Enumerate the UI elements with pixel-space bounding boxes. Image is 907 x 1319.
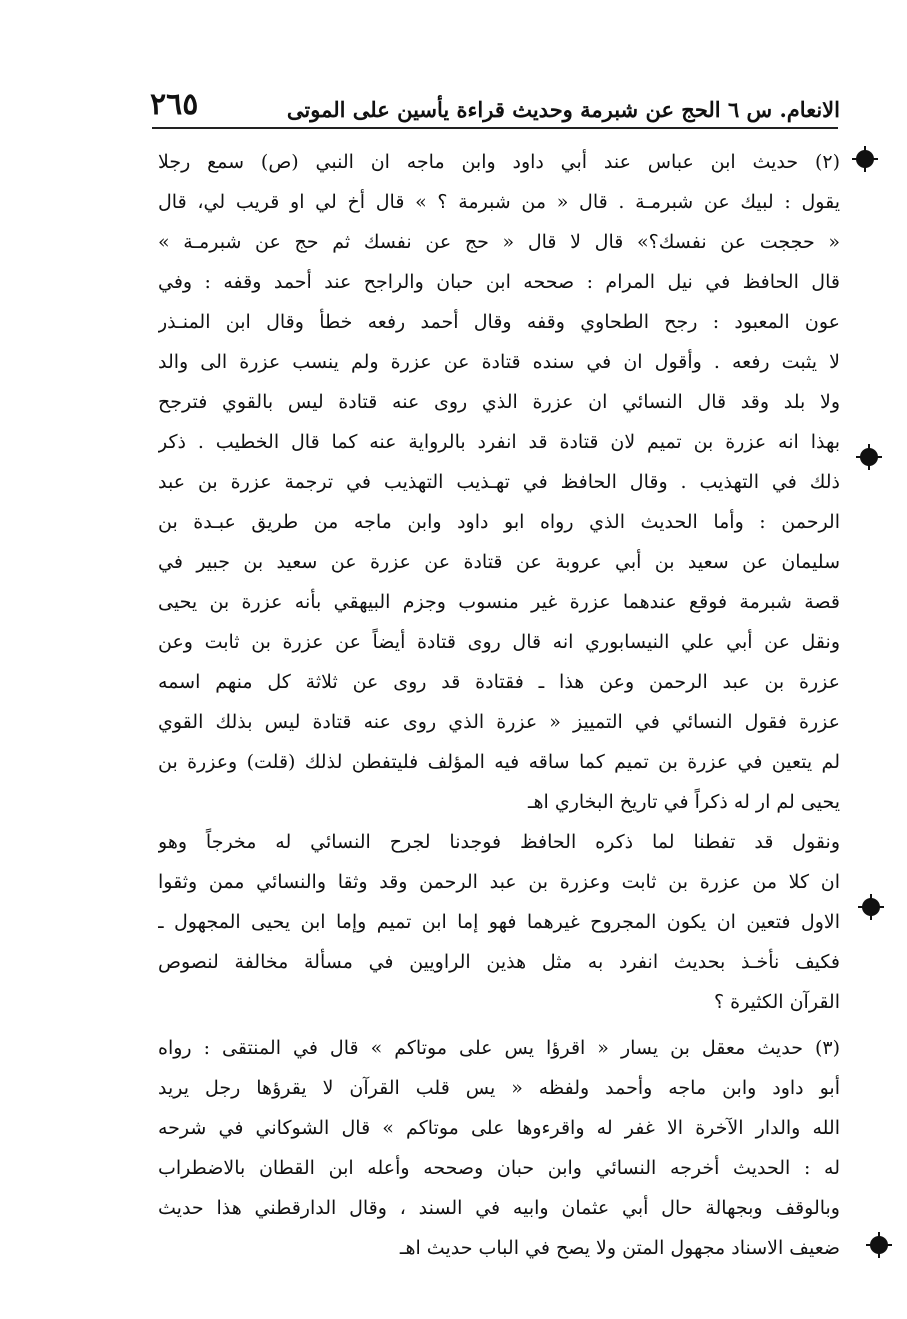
text-line: له : الحديث أخرجه النسائي وابن حبان وصححه وأعله ابن القطان بالاضطراب (158, 1157, 840, 1179)
text-line: قال الحافظ في نيل المرام : صححه ابن حبان والراجح عند أحمد وقفه : وفي (158, 271, 840, 293)
text-line: قصة شبرمة فوقع عندهما عزرة غير منسوب وجزم البيهقي بأنه عزرة بن يحيى (158, 591, 840, 613)
text-line: الرحمن : وأما الحديث الذي رواه ابو داود وابن ماجه من طريق عبـدة بن (158, 511, 840, 533)
text-line: ان كلا من عزرة بن ثابت وعزرة بن عبد الرحمن وقد وثقا والنسائي ممن وثقوا (158, 871, 840, 893)
text-line: (٣) حديث معقل بن يسار « اقرؤا يس على موتاكم » قال في المنتقى : رواه (158, 1037, 840, 1059)
text-line: (٢) حديث ابن عباس عند أبي داود وابن ماجه ان النبي (ص) سمع رجلا (158, 151, 840, 173)
text-line: لا يثبت رفعه . وأقول ان في سنده قتادة عن عزرة ولم ينسب عزرة الى والد (158, 351, 840, 373)
running-title: الانعام. س ٦ الحج عن شبرمة وحديث قراءة يأسين على الموتى (286, 97, 840, 122)
text-line: عزرة بن عبد الرحمن وعن هذا ـ فقتادة قد روى عن ثلاثة كل منهم اسمه (158, 671, 840, 693)
margin-star-mark (862, 450, 876, 464)
margin-star-mark (858, 152, 872, 166)
text-line: بهذا انه عزرة بن تميم لان قتادة قد انفرد بالرواية عنه كما قال الخطيب . ذكر (158, 431, 840, 453)
page-header (150, 78, 840, 122)
text-line: الله والدار الآخرة الا غفر له واقرءوها على موتاكم » قال الشوكاني في شرحه (158, 1117, 840, 1139)
text-line: ولا بلد وقد قال النسائي ان عزرة الذي روى عنه قتادة ليس بالقوي فترجح (158, 391, 840, 413)
text-line: فكيف نأخـذ بحديث انفرد به مثل هذين الراويين في مسألة مخالفة لنصوص (158, 951, 840, 973)
text-line: سليمان عن سعيد بن أبي عروبة عن قتادة عن عزرة عن سعيد بن جبير في (158, 551, 840, 573)
text-line: يقول : لبيك عن شبرمـة . قال « من شبرمة ؟ » قال أخ لي او قريب لي، قال (158, 191, 840, 213)
text-line: عون المعبود : رجح الطحاوي وقفه وقال أحمد رفعه خطأ وقال ابن المنـذر (158, 311, 840, 333)
text-line: وبالوقف وبجهالة حال أبي عثمان وابيه في السند ، وقال الدارقطني هذا حديث (158, 1197, 840, 1219)
text-line: أبو داود وابن ماجه وأحمد ولفظه « يس قلب القرآن لا يقرؤها رجل يريد (158, 1077, 840, 1099)
text-line: لم يتعين في عزرة بن تميم كما ساقه فيه المؤلف فليتفطن لذلك (قلت) وعزرة بن (158, 751, 840, 773)
page-number: ٢٦٥ (150, 87, 199, 122)
text-line: القرآن الكثيرة ؟ (713, 991, 840, 1013)
text-line: الاول فتعين ان يكون المجروح غيرهما فهو إما ابن تميم وإما ابن يحيى المجهول ـ (158, 911, 840, 933)
text-line: ضعيف الاسناد مجهول المتن ولا يصح في الباب حديث اهـ (399, 1237, 840, 1259)
body-text (158, 142, 840, 1268)
text-line: « حججت عن نفسك؟» قال لا قال « حج عن نفسك ثم حج عن شبرمـة » (158, 231, 840, 253)
text-line: عزرة فقول النسائي في التمييز « عزرة الذي روى عنه قتادة ليس بذلك القوي (158, 711, 840, 733)
text-line: ونقول قد تفطنا لما ذكره الحافظ فوجدنا لجرح النسائي له مخرجاً وهو (158, 831, 840, 853)
header-rule (152, 127, 838, 129)
text-line: يحيى لم ار له ذكراً في تاريخ البخاري اهـ (527, 791, 840, 813)
margin-star-mark (872, 1238, 886, 1252)
text-line: ونقل عن أبي علي النيسابوري انه قال روى قتادة أيضاً عن عزرة بن ثابت وعن (158, 631, 840, 653)
margin-star-mark (864, 900, 878, 914)
text-line: ذلك في التهذيب . وقال الحافظ في تهـذيب التهذيب في ترجمة عزرة بن عبد (158, 471, 840, 493)
